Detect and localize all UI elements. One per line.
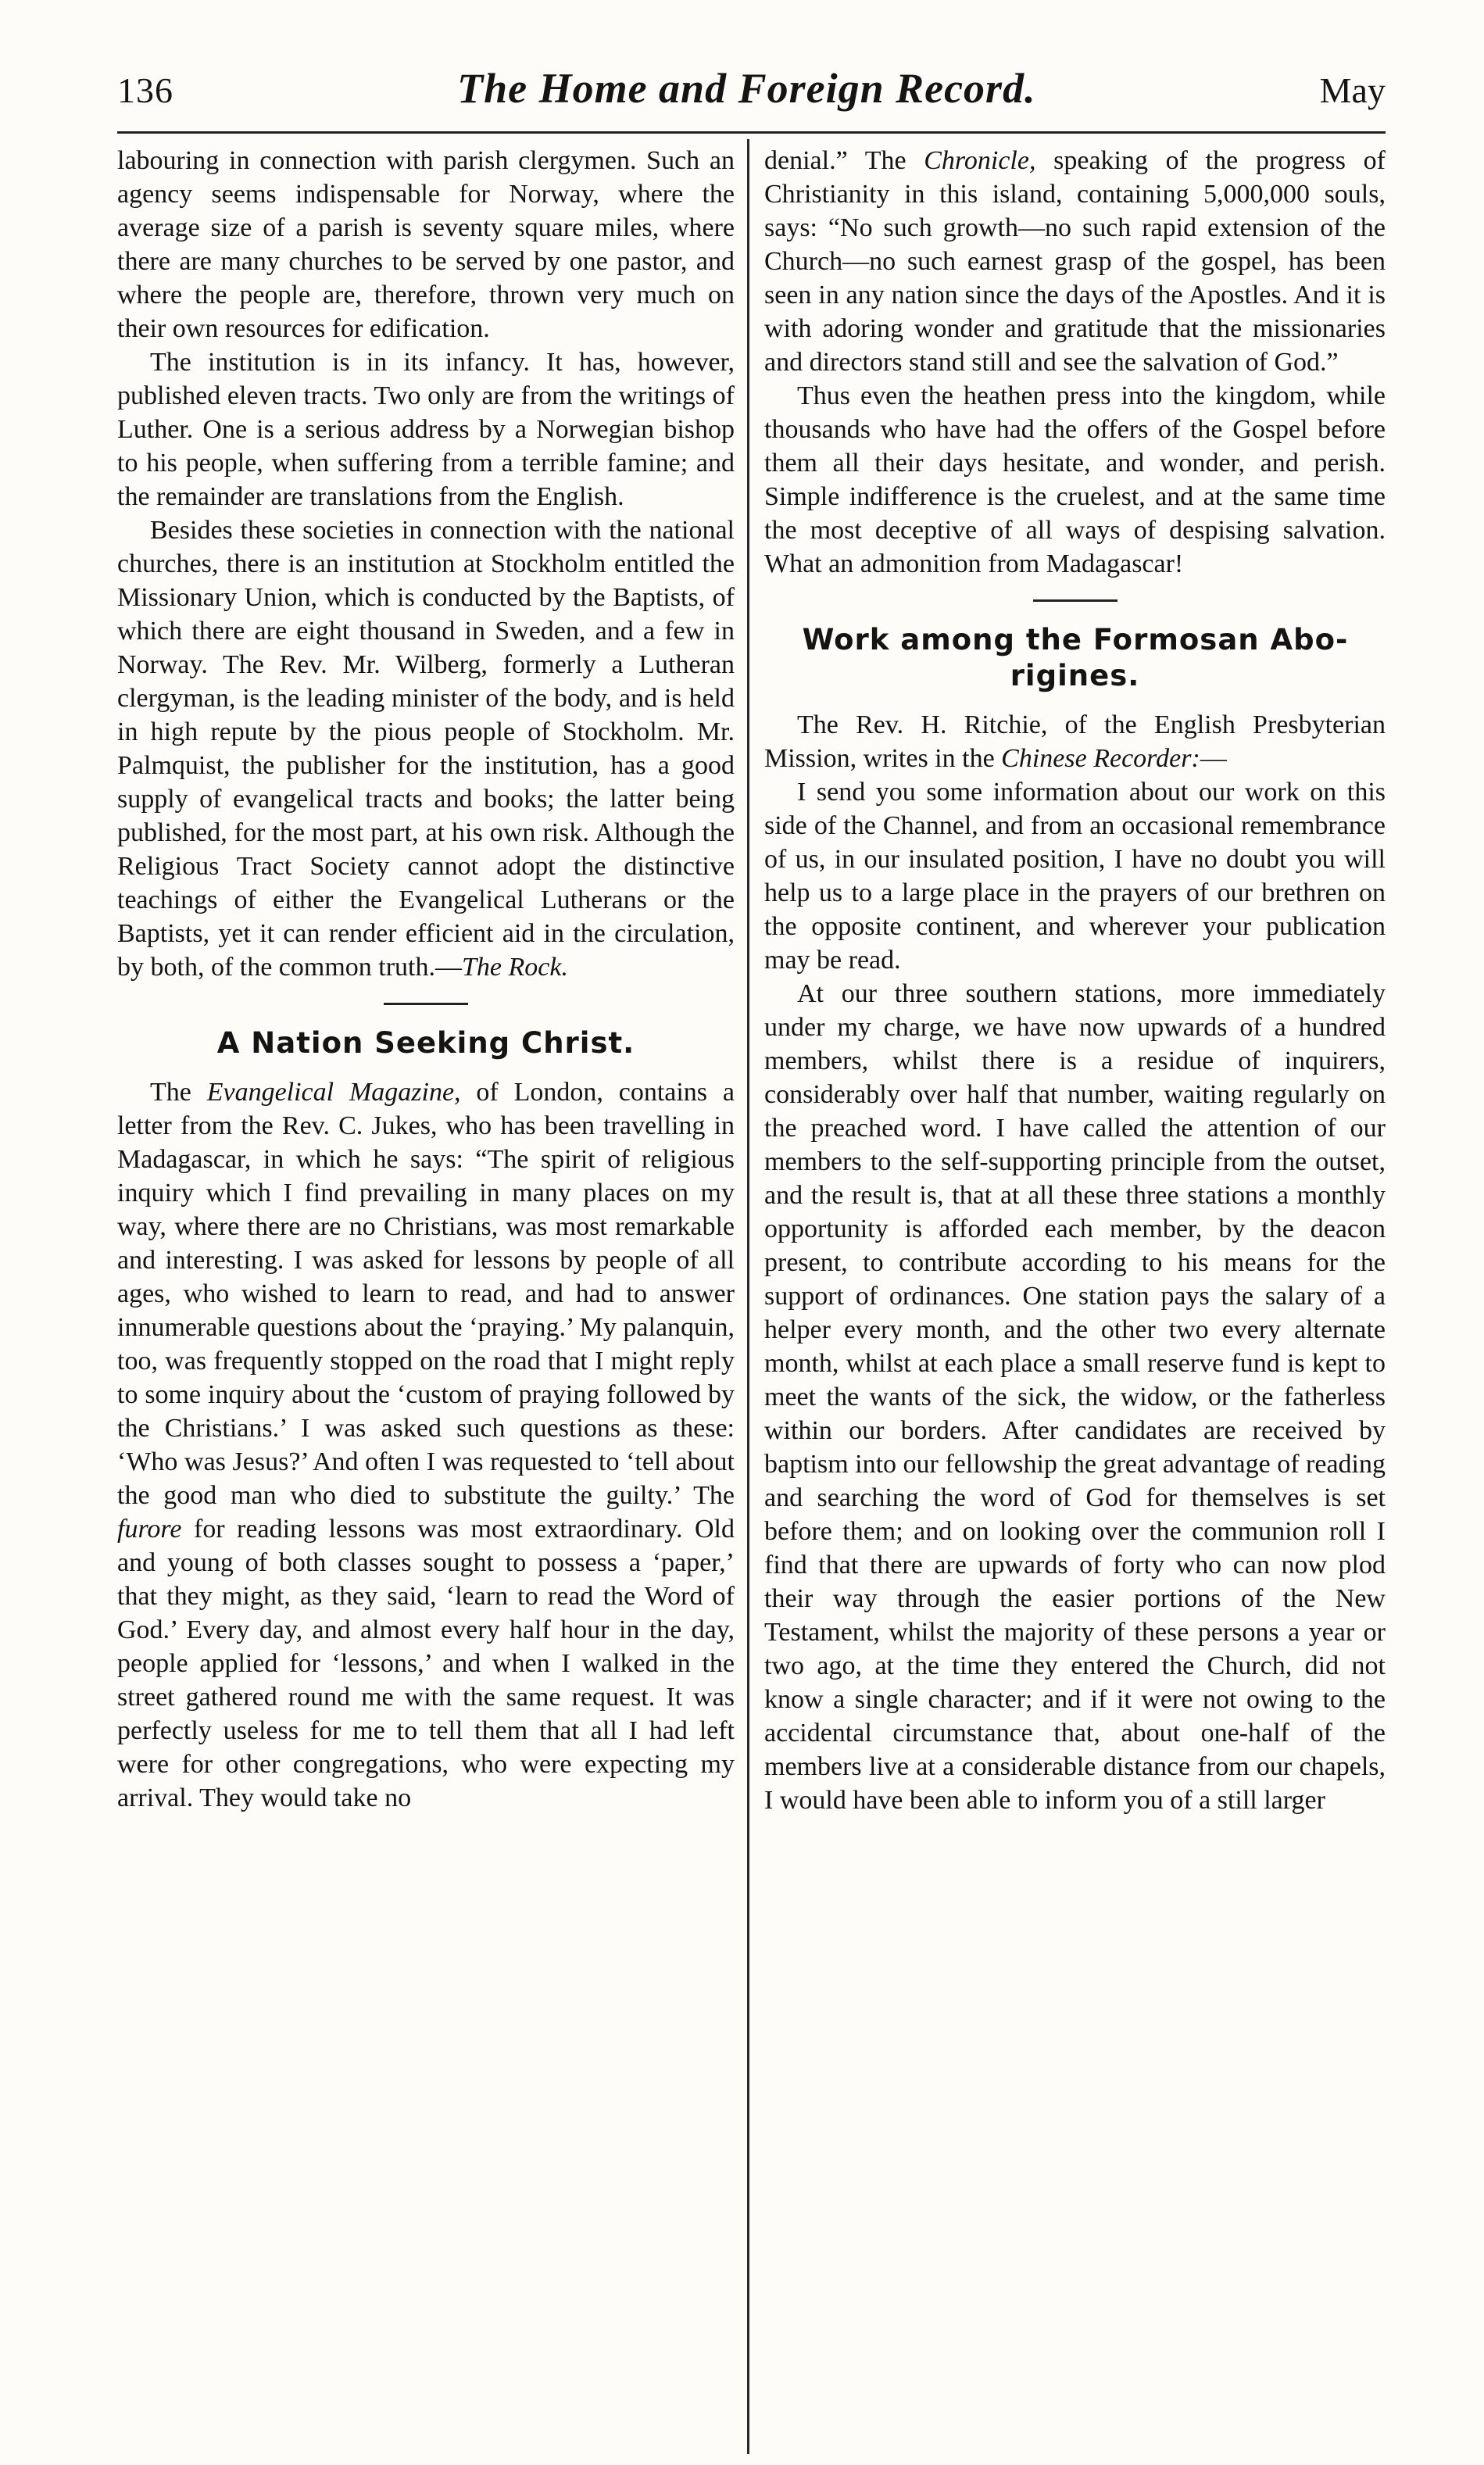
paragraph: The institution is in its infancy. It has, however, published eleven tracts. Two only are from the writings of Luther. One is a serious address by a Norwegian bishop to his people, when suffering from a terrible famine; and the remainder are translations from the English. — [117, 348, 735, 511]
paragraph-text: The — [150, 1078, 207, 1107]
source-citation: The Rock. — [462, 953, 568, 982]
paragraph: Thus even the heathen press into the kingdom, while thousands who have had the offers of the Gospel before them all their days hesitate, and wonder, and perish. Simple indifference is the cruelest, and at the same time the most deceptive of all ways of despising salvation. What an admonition from Madagascar! — [764, 381, 1386, 578]
paragraph-text: The Rev. H. Ritchie, of the English Presbyterian Mission, writes in the — [764, 710, 1386, 773]
paragraph-text: — — [1200, 744, 1227, 773]
running-head — [117, 64, 1386, 127]
paragraph-text: speaking of the progress of Christianity in this island, containing 5,000,000 souls, says: “No such growth—no such rapid extension of the Church—no such earnest grasp of the gospel, has been seen in any nation since the days of the Apostles. And it is with adoring wonder and gratitude that the missionaries and directors stand still and see the salvation of God.” — [764, 146, 1386, 377]
paragraph: labouring in connection with parish clergymen. Such an agency seems indispensable for Norway, where the average size of a parish is seventy square miles, where there are many churches to be served by one pastor, and where the people are, therefore, thrown very much on their own resources for edification. — [117, 146, 735, 343]
left-column — [117, 144, 735, 2434]
issue-month: May — [1319, 70, 1386, 110]
publication-title: Chronicle, — [924, 146, 1036, 175]
paragraph-text: of London, contains a letter from the Rev. C. Jukes, who has been travelling in Madagascar, in which he says: “The spirit of religious inquiry which I find prevailing in many places on my way, where there are no Christians, was most remarkable and interesting. I was asked for lessons by people of all ages, who wished to learn to read, and had to answer innumerable questions about the ‘praying.’ My palanquin, too, was frequently stopped on the road that I might reply to some inquiry about the ‘custom of praying followed by the Christians.’ I was asked such questions as these: ‘Who was Jesus?’ And often I was requested to ‘tell about the good man who died to substitute the guilty.’ The — [117, 1078, 735, 1510]
publication-title: Evangelical Magazine, — [206, 1078, 461, 1107]
paragraph: I send you some information about our work on this side of the Channel, and from an occasional remembrance of us, in our insulated position, I have no doubt you will help us to a large place in the prayers of our brethren on the opposite continent, and wherever your publication may be read. — [764, 778, 1386, 975]
paragraph — [764, 708, 1386, 775]
publication-title: Chinese Recorder: — [1001, 744, 1200, 773]
page-number: 136 — [117, 70, 173, 110]
paragraph — [117, 513, 735, 984]
article-heading: Work among the Formosan Aborigines. — [802, 623, 1348, 692]
right-column — [764, 144, 1386, 2434]
header-rule — [117, 131, 1386, 134]
paragraph-text: Besides these societies in connection with the national churches, there is an institution at Stockholm entitled the Missionary Union, which is conducted by the Baptists, of which there are eight thousand in Sweden, and a few in Norway. The Rev. Mr. Wilberg, formerly a Lutheran clergyman, is the leading minister of the body, and is held in high repute by the pious people of Stockholm. Mr. Palmquist, the publisher for the institution, has a good supply of evangelical tracts and books; the latter being published, for the most part, at his own risk. Although the Religious Tract Society cannot adopt the distinctive teachings of either the Evangelical Lutherans or the Baptists, yet it can render efficient aid in the circulation, by both, of the common truth.— — [117, 516, 735, 982]
paragraph — [117, 1075, 735, 1815]
paragraph-text: denial.” The — [764, 146, 924, 175]
paragraph — [764, 144, 1386, 379]
section-divider — [1033, 599, 1117, 602]
journal-title: The Home and Foreign Record. — [457, 65, 1036, 112]
italic-term: furore — [117, 1515, 182, 1544]
paragraph: At our three southern stations, more immediately under my charge, we have now upwards of a hundred members, whilst there is a residue of inquirers, considerably over half that number, waiting regularly on the preached word. I have called the attention of our members to the self-supporting principle from the outset, and the result is, that at all these three stations a monthly opportunity is afforded each member, by the deacon present, to contribute according to his means for the support of ordinances. One station pays the salary of a helper every month, and the other two every alternate month, whilst at each place a small reserve fund is kept to meet the wants of the sick, the widow, or the fatherless within our borders. After candidates are received by baptism into our fellowship the great advantage of reading and searching the word of God for themselves is set before them; and on looking over the communion roll I find that there are upwards of forty who can now plod their way through the easier portions of the New Testament, whilst the majority of these persons a year or two ago, at the time they entered the Church, did not know a single character; and if it were not owing to the accidental circumstance that, about one-half of the members live at a considerable distance from our chapels, I would have been able to inform you of a still larger — [764, 979, 1386, 1815]
paragraph-text: for reading lessons was most extraordinary. Old and young of both classes sought to possess a ‘paper,’ that they might, as they said, ‘learn to read the Word of God.’ Every day, and almost every half hour in the day, people applied for ‘lessons,’ and when I walked in the street gathered round me with the same request. It was perfectly useless for me to tell them that all I had left were for other congregations, who were expecting my arrival. They would take no — [117, 1515, 735, 1812]
article-heading: A Nation Seeking Christ. — [216, 1026, 635, 1060]
column-divider — [747, 139, 749, 2454]
section-divider — [384, 1003, 468, 1005]
